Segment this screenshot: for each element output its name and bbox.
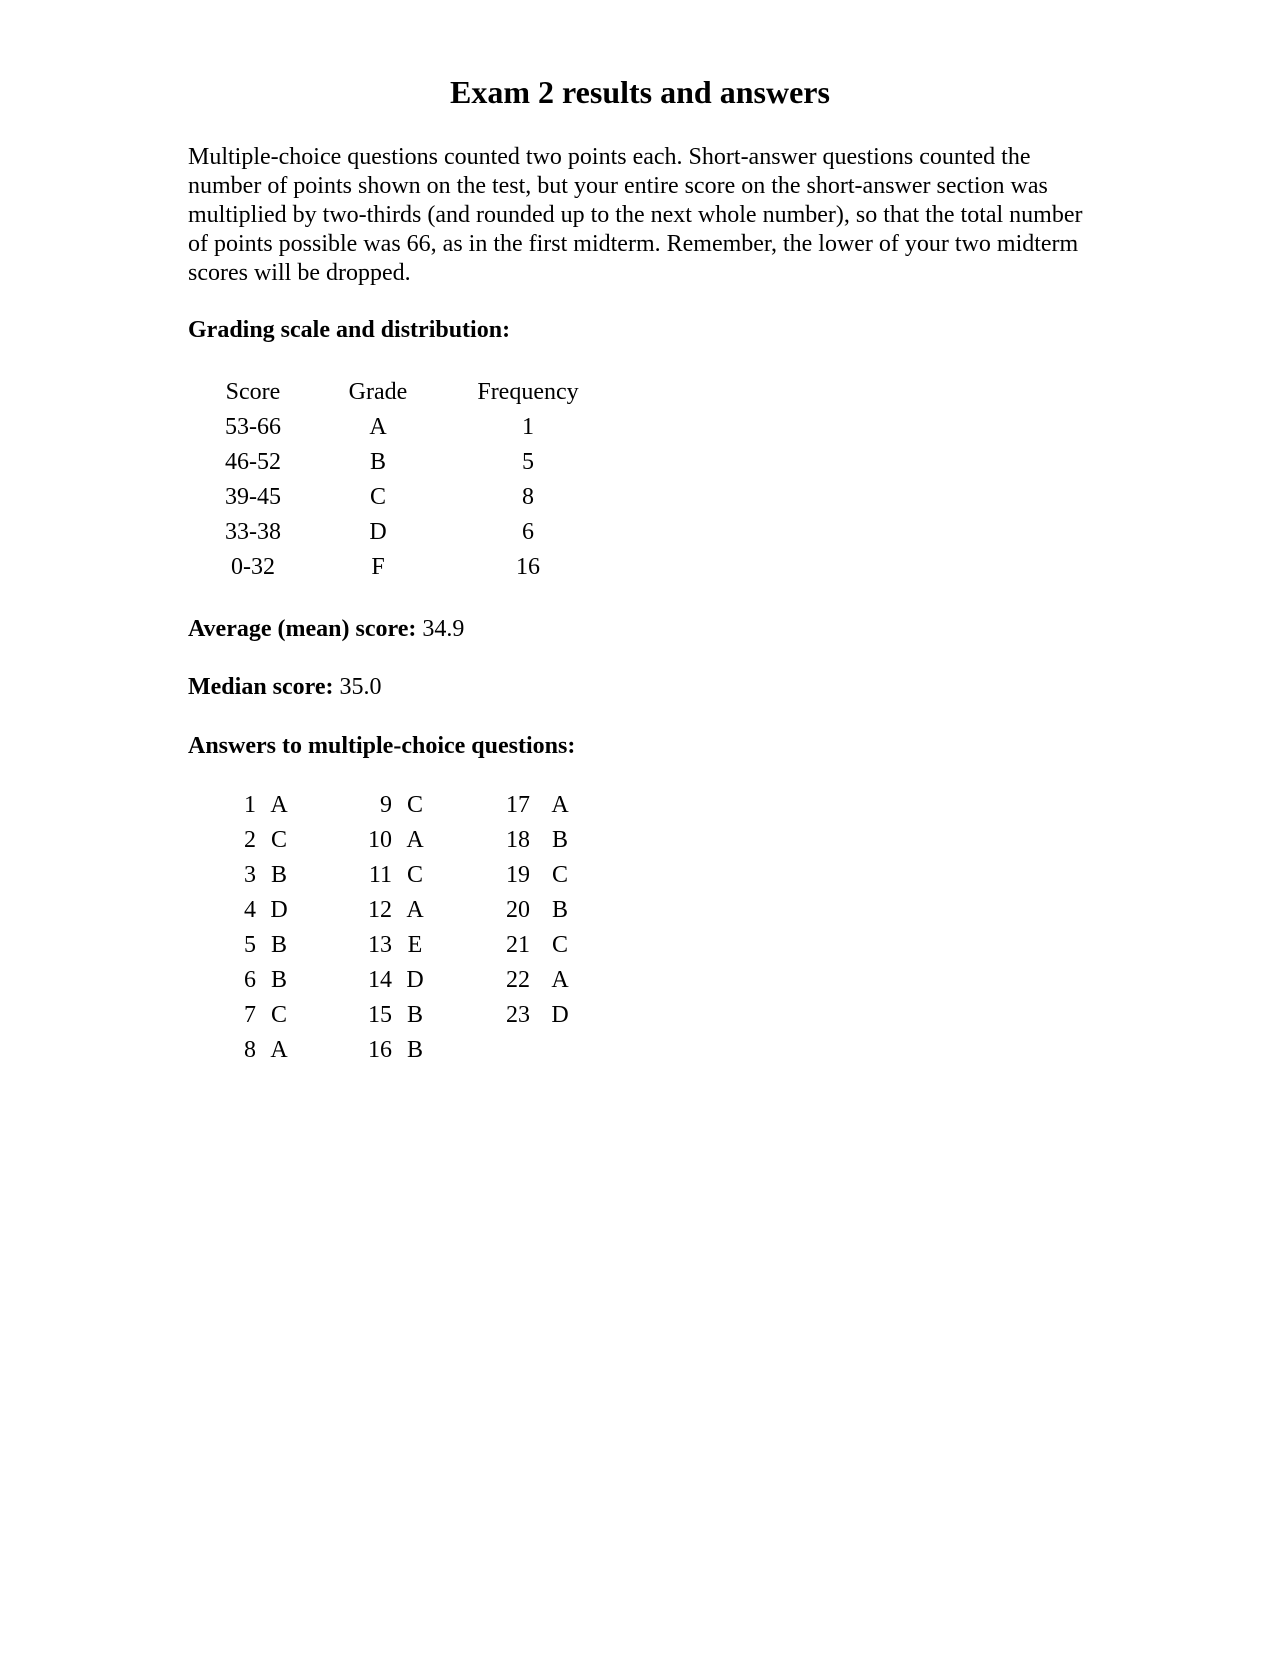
answer-letter: B [270,932,287,958]
answer-letter: A [270,792,288,818]
answer-letter: B [551,827,568,853]
answer-letter: C [406,792,423,818]
intro-paragraph: Multiple-choice questions counted two points each. Short-answer questions counted the number of points shown on the test, but your entire score on the short-answer section was multiplied by two-thirds (and rounded up to the next whole number), so that the total number of points possible was 66, as in the first midterm. Remember, the lower of your two midterm scores will be dropped. [188,144,1083,286]
answer-row [230,1033,590,1068]
answer-letter: A [406,897,424,923]
answer-letter: C [270,1002,287,1028]
answer-row [230,928,590,963]
answer-letter: C [406,862,423,888]
mean-score-value: 34.9 [422,616,465,642]
grading-heading: Grading scale and distribution: [188,317,511,343]
answer-letter: D [270,897,288,923]
column-gap [438,893,500,928]
grading-table [208,375,598,585]
table-row [208,480,598,515]
table-row [208,515,598,550]
answer-letter: D [406,967,424,993]
column-gap [302,998,352,1033]
answer-letter: A [551,967,569,993]
column-gap [302,858,352,893]
answer-row [230,998,590,1033]
answer-letter: C [270,827,287,853]
question-number: 23 [506,1002,530,1028]
question-number: 17 [506,792,530,818]
question-number: 21 [506,932,530,958]
column-gap [302,893,352,928]
page-title: Exam 2 results and answers [450,74,830,110]
answer-letter: A [551,792,569,818]
question-number: 18 [506,827,530,853]
median-score [188,672,382,702]
table-row [208,550,598,585]
answer-letter: B [406,1002,423,1028]
frequency-cell: 6 [522,519,534,545]
column-gap [302,788,352,823]
column-gap [438,823,500,858]
frequency-cell: 5 [522,449,534,475]
median-score-label: Median score: [188,674,334,700]
table-row [208,410,598,445]
empty-cell [500,1033,530,1068]
score-range-cell: 53-66 [225,414,281,440]
grading-table-header-row [208,375,598,410]
question-number: 10 [368,827,392,853]
frequency-column-header: Frequency [477,379,579,405]
question-number: 8 [244,1037,256,1063]
question-number: 6 [244,967,256,993]
answer-row [230,858,590,893]
question-number: 1 [244,792,256,818]
answer-row [230,963,590,998]
column-gap [438,928,500,963]
mean-score-label: Average (mean) score: [188,616,417,642]
table-row [208,445,598,480]
question-number: 2 [244,827,256,853]
question-number: 22 [506,967,530,993]
column-gap [438,858,500,893]
question-number: 14 [368,967,392,993]
grade-column-header: Grade [348,379,408,405]
frequency-cell: 16 [516,554,540,580]
score-range-cell: 46-52 [225,449,281,475]
frequency-cell: 8 [522,484,534,510]
answer-letter: D [551,1002,569,1028]
answer-letter: C [551,932,568,958]
frequency-cell: 1 [522,414,534,440]
score-range-cell: 33-38 [225,519,281,545]
column-gap [302,1033,352,1068]
grade-cell: B [369,449,386,475]
column-gap [438,963,500,998]
question-number: 16 [368,1037,392,1063]
question-number: 12 [368,897,392,923]
question-number: 5 [244,932,256,958]
column-gap [438,1033,500,1068]
empty-cell [530,1033,590,1068]
question-number: 3 [244,862,256,888]
score-range-cell: 39-45 [225,484,281,510]
answer-row [230,823,590,858]
mean-score [188,614,464,644]
question-number: 13 [368,932,392,958]
grade-cell: F [371,554,385,580]
column-gap [438,998,500,1033]
question-number: 7 [244,1002,256,1028]
score-range-cell: 0-32 [231,554,275,580]
question-number: 9 [380,792,392,818]
answer-row [230,788,590,823]
column-gap [302,928,352,963]
question-number: 11 [368,862,392,888]
answer-letter: B [406,1037,423,1063]
score-column-header: Score [225,379,281,405]
answer-row [230,893,590,928]
question-number: 4 [244,897,256,923]
column-gap [302,963,352,998]
column-gap [302,823,352,858]
answer-letter: B [270,967,287,993]
grade-cell: C [369,484,386,510]
answer-letter: A [270,1037,288,1063]
answer-letter: B [551,897,568,923]
question-number: 19 [506,862,530,888]
answer-letter: E [407,932,423,958]
answer-letter: A [406,827,424,853]
grade-cell: A [369,414,387,440]
answers-heading: Answers to multiple-choice questions: [188,733,576,759]
answer-letter: C [551,862,568,888]
column-gap [438,788,500,823]
question-number: 20 [506,897,530,923]
answer-key-table [230,788,590,1068]
question-number: 15 [368,1002,392,1028]
median-score-value: 35.0 [339,674,382,700]
answer-letter: B [270,862,287,888]
grade-cell: D [369,519,387,545]
